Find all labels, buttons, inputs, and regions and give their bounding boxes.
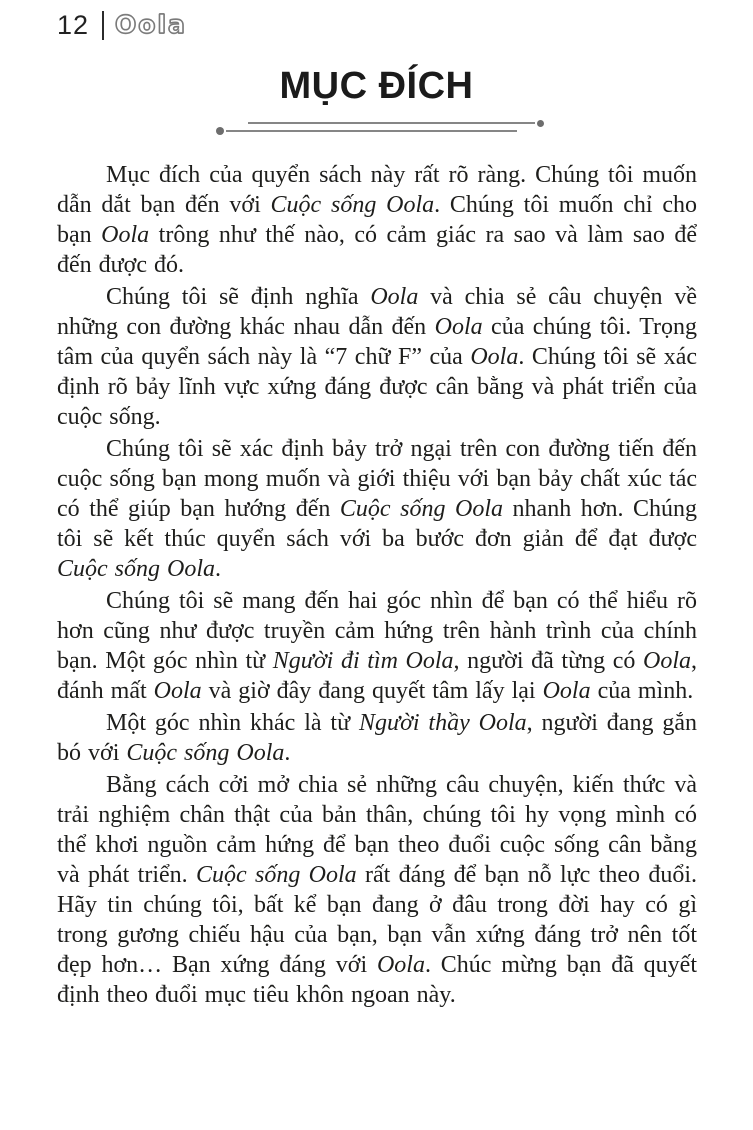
italic-text-run: Cuộc sống Oola — [270, 192, 435, 218]
text-run: . Chúng tôi muốn chỉ cho bạn — [57, 192, 697, 248]
text-run: và giờ đây đang quyết tâm lấy lại — [201, 678, 543, 704]
italic-text-run: Oola — [434, 314, 483, 340]
paragraph — [57, 160, 697, 280]
divider-line-bottom — [226, 130, 517, 132]
page-header — [57, 8, 187, 42]
text-run: của mình. — [590, 678, 694, 704]
text-run: . Chúng tôi sẽ xác định rõ bảy lĩnh vực xứng đáng được cân bằng và phát triển của cuộc sống. — [57, 344, 698, 430]
text-run: . — [284, 740, 291, 766]
text-run: rất đáng để bạn nỗ lực theo đuổi. Hãy tin chúng tôi, bất kể bạn đang ở đâu trong đời hay có gì trong gương chiếu hậu của bạn, bạn vẫn xứng đáng trở nên tốt đẹp hơn… Bạn xứng đáng với — [57, 862, 697, 978]
text-run: Chúng tôi sẽ mang đến hai góc nhìn để bạn có thể hiểu rõ hơn cũng như được truyền cảm hứng trên hành trình của chính bạn. Một góc nhìn từ — [57, 588, 697, 674]
italic-text-run: Người thầy Oola — [358, 710, 527, 736]
italic-text-run: Cuộc sống Oola — [339, 496, 504, 522]
italic-text-run: Oola — [370, 284, 419, 310]
text-run: và chia sẻ câu chuyện về những con đường khác nhau dẫn đến — [57, 284, 697, 340]
italic-text-run: Người đi tìm Oola — [272, 648, 454, 674]
oola-logo: Oola — [115, 10, 187, 39]
page-number: 12 — [57, 10, 90, 40]
italic-text-run: Oola — [153, 678, 202, 704]
text-run: , đánh mất — [57, 648, 697, 704]
paragraph — [57, 708, 697, 768]
text-run: Bằng cách cởi mở chia sẻ những câu chuyện, kiến thức và trải nghiệm chân thật của bản thân, chúng tôi hy vọng mình có thể khơi nguồn cảm hứng để bạn theo đuổi cuộc sống cân bằng và phát triển. — [57, 772, 697, 888]
title-divider — [0, 119, 753, 137]
italic-text-run: Cuộc sống Oola — [126, 740, 285, 766]
paragraph — [57, 434, 697, 584]
italic-text-run: Oola — [643, 648, 691, 674]
text-run: , người đang gắn bó với — [57, 710, 697, 766]
text-run: Chúng tôi sẽ xác định bảy trở ngại trên con đường tiến đến cuộc sống bạn mong muốn và giới thiệu với bạn bảy chất xúc tác có thể giúp bạn hướng đến — [57, 436, 697, 522]
text-run: , người đã từng có — [453, 648, 643, 674]
italic-text-run: Oola — [470, 344, 519, 370]
text-run: trông như thế nào, có cảm giác ra sao và làm sao để đến được đó. — [57, 222, 697, 278]
text-run: . Chúc mừng bạn đã quyết định theo đuổi mục tiêu khôn ngoan này. — [57, 952, 697, 1008]
body-paragraphs — [57, 160, 697, 1012]
text-run: Mục đích của quyển sách này rất rõ ràng. Chúng tôi muốn dẫn dắt bạn đến với — [57, 162, 697, 218]
divider-line-top — [248, 122, 535, 124]
chapter-title: MỤC ĐÍCH — [279, 65, 474, 107]
italic-text-run: Oola — [542, 678, 591, 704]
italic-text-run: Cuộc sống Oola — [57, 556, 215, 582]
italic-text-run: Oola — [376, 952, 425, 978]
text-run: Chúng tôi sẽ định nghĩa — [106, 284, 371, 310]
text-run: của chúng tôi. Trọng tâm của quyển sách này là “7 chữ F” của — [57, 314, 698, 370]
paragraph — [57, 586, 697, 706]
text-run: Một góc nhìn khác là từ — [106, 710, 359, 736]
header-divider — [102, 11, 104, 40]
italic-text-run: Oola — [101, 222, 150, 248]
paragraph — [57, 282, 697, 432]
paragraph — [57, 770, 697, 1010]
italic-text-run: Cuộc sống Oola — [195, 862, 357, 888]
text-run: . — [215, 556, 221, 582]
text-run: nhanh hơn. Chúng tôi sẽ kết thúc quyển sách với ba bước đơn giản để đạt được — [57, 496, 697, 552]
